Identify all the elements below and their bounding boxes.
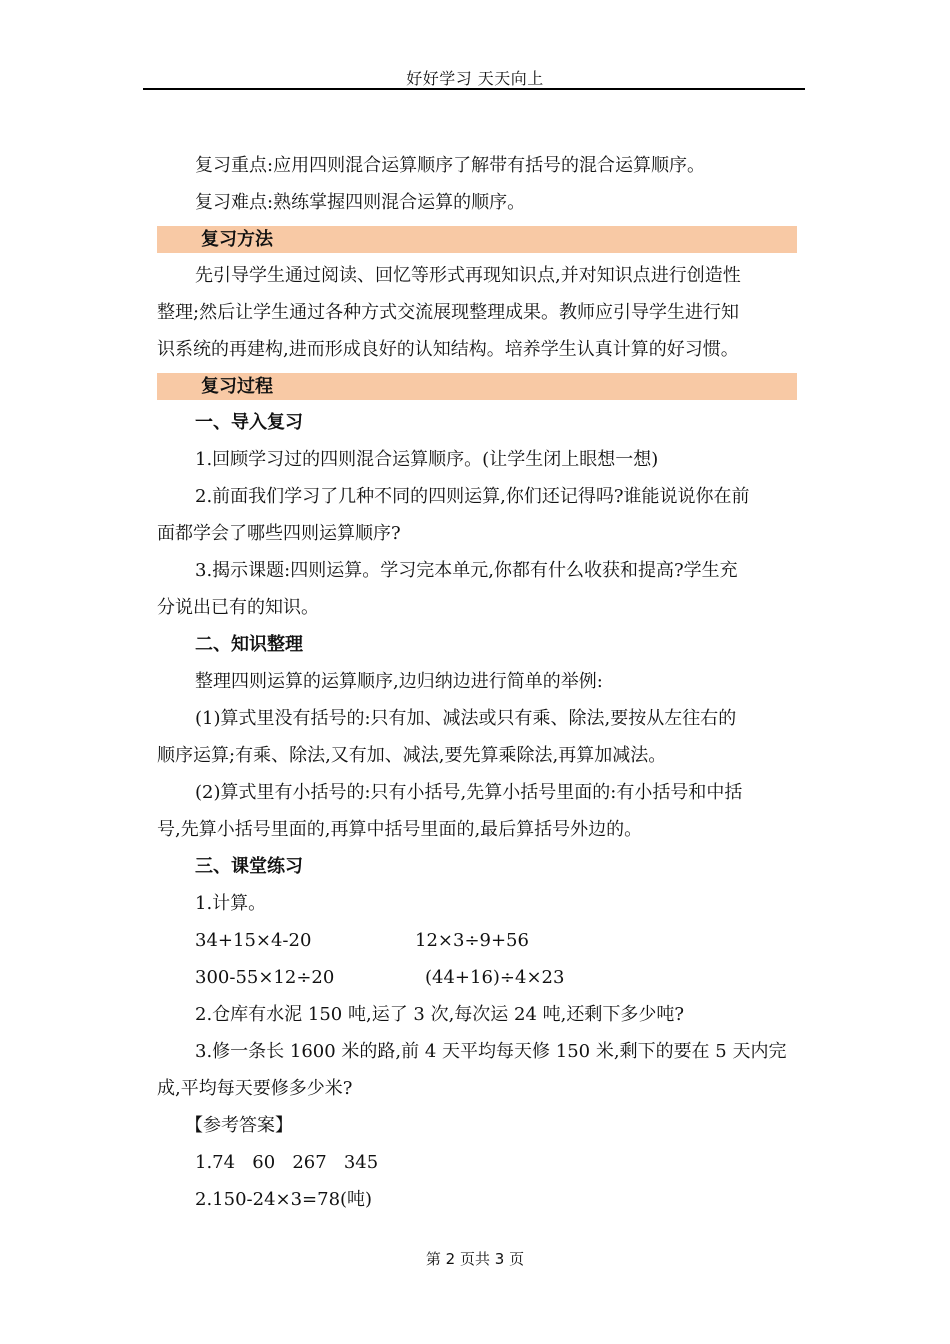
method-line: 整理;然后让学生通过各种方式交流展现整理成果。教师应引导学生进行知	[157, 302, 740, 323]
answer-2: 2.150-24×3=78(吨)	[195, 1189, 373, 1210]
expression: 34+15×4-20	[195, 930, 312, 951]
page-header-title: 好好学习 天天向上	[406, 69, 544, 88]
part3-heading: 三、课堂练习	[195, 856, 303, 877]
part2-line: (2)算式里有小括号的:只有小括号,先算小括号里面的:有小括号和中括	[195, 782, 743, 803]
header-rule	[143, 88, 805, 90]
part1-line: 2.前面我们学习了几种不同的四则运算,你们还记得吗?谁能说说你在前	[195, 486, 750, 507]
answer-1: 1.74 60 267 345	[195, 1152, 379, 1173]
expression: 12×3÷9+56	[415, 930, 529, 951]
part1-heading: 一、导入复习	[195, 412, 303, 433]
part1-line: 1.回顾学习过的四则混合运算顺序。(让学生闭上眼想一想)	[195, 449, 659, 470]
method-line: 识系统的再建构,进而形成良好的认知结构。培养学生认真计算的好习惯。	[157, 339, 739, 360]
exercise-q1: 1.计算。	[195, 893, 267, 914]
part2-line: 顺序运算;有乘、除法,又有加、减法,要先算乘除法,再算加减法。	[157, 745, 667, 766]
exercise-q3-cont: 成,平均每天要修多少米?	[157, 1078, 353, 1099]
expression-row	[157, 922, 797, 959]
part2-heading: 二、知识整理	[195, 634, 303, 655]
expression-row	[157, 959, 797, 996]
page-footer: 第 2 页共 3 页	[425, 1250, 525, 1268]
part1-line: 面都学会了哪些四则运算顺序?	[157, 523, 401, 544]
expression: 300-55×12÷20	[195, 967, 335, 988]
difficulty-text: 复习难点:熟练掌握四则混合运算的顺序。	[195, 192, 526, 213]
part1-line: 3.揭示课题:四则运算。学习完本单元,你都有什么收获和提高?学生充	[195, 560, 738, 581]
answers-heading: 【参考答案】	[185, 1115, 293, 1136]
part2-line: 号,先算小括号里面的,再算中括号里面的,最后算括号外边的。	[157, 819, 643, 840]
part2-line: 整理四则运算的运算顺序,边归纳边进行简单的举例:	[195, 671, 603, 692]
expression: (44+16)÷4×23	[425, 967, 565, 988]
key-point-text: 复习重点:应用四则混合运算顺序了解带有括号的混合运算顺序。	[195, 155, 706, 176]
method-line: 先引导学生通过阅读、回忆等形式再现知识点,并对知识点进行创造性	[195, 265, 741, 286]
document-body	[157, 147, 797, 1218]
section-heading-process: 复习过程	[157, 373, 797, 400]
section-heading-method: 复习方法	[157, 226, 797, 253]
part2-line: (1)算式里没有括号的:只有加、减法或只有乘、除法,要按从左往右的	[195, 708, 737, 729]
exercise-q2: 2.仓库有水泥 150 吨,运了 3 次,每次运 24 吨,还剩下多少吨?	[195, 1004, 685, 1025]
exercise-q3: 3.修一条长 1600 米的路,前 4 天平均每天修 150 米,剩下的要在 5 天内完	[195, 1041, 787, 1062]
part1-line: 分说出已有的知识。	[157, 597, 319, 618]
